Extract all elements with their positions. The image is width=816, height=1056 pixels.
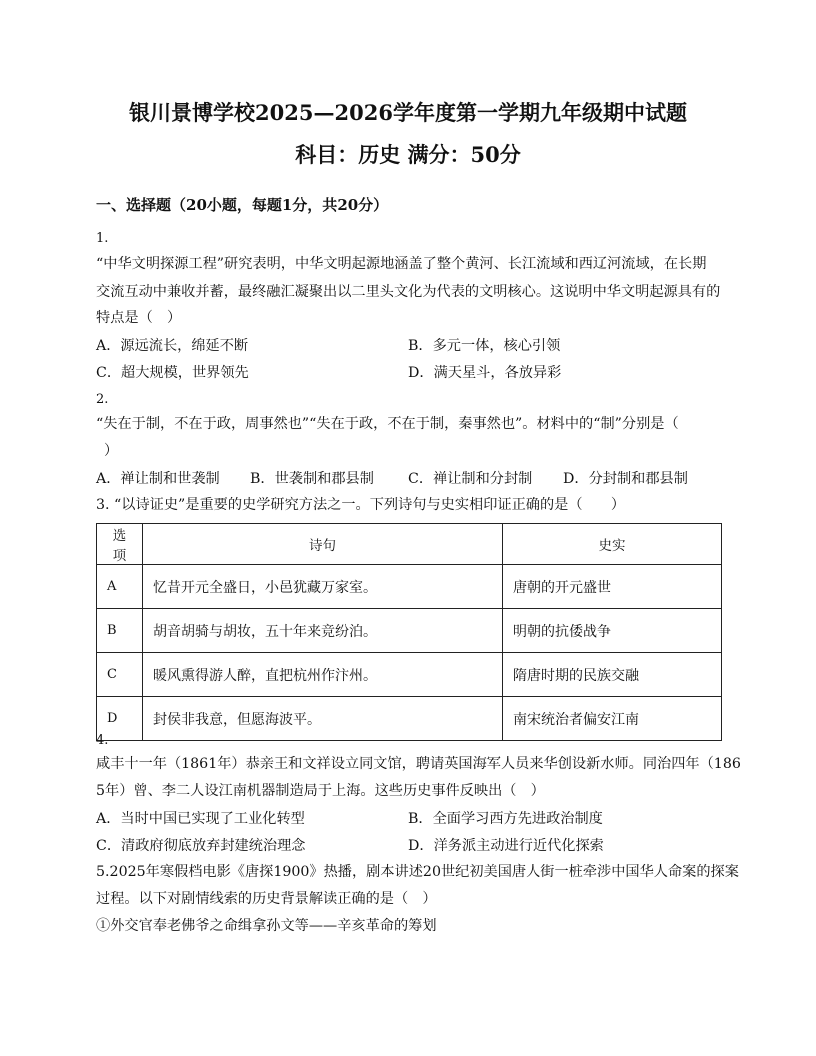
question-4-stem-line: 咸丰十一年（1861年）恭亲王和文祥设立同文馆，聘请英国海军人员来华创设新水师。同治四年（186 bbox=[96, 756, 741, 772]
table-cell-option: D bbox=[97, 697, 143, 741]
question-4-option-d: D．洋务派主动进行近代化探索 bbox=[408, 838, 604, 854]
table-cell-poem: 胡音胡骑与胡妆，五十年来竞纷泊。 bbox=[143, 609, 503, 653]
question-4-option-b: B．全面学习西方先进政治制度 bbox=[408, 811, 603, 827]
question-4-option-c: C．清政府彻底放弃封建统治理念 bbox=[96, 838, 306, 854]
question-2-stem-line: “失在于制，不在于政，周事然也”“失在于政，不在于制，秦事然也”。材料中的“制”分别是（ bbox=[96, 416, 679, 432]
table-header-cell: 选项 bbox=[97, 524, 143, 565]
table-cell-fact: 南宋统治者偏安江南 bbox=[503, 697, 722, 741]
question-2-option-b: B．世袭制和郡县制 bbox=[250, 471, 374, 487]
question-3-stem: 3. “以诗证史”是重要的史学研究方法之一。下列诗句与史实相印证正确的是（ ） bbox=[96, 497, 626, 513]
question-1-option-d: D．满天星斗，各放异彩 bbox=[408, 365, 562, 381]
table-header-cell: 诗句 bbox=[143, 524, 503, 565]
table-header-cell: 史实 bbox=[503, 524, 722, 565]
table-cell-fact: 明朝的抗倭战争 bbox=[503, 609, 722, 653]
exam-subtitle: 科目：历史 满分：50分 bbox=[295, 142, 521, 167]
question-4-number: 4. bbox=[96, 733, 109, 748]
question-2-option-c: C．禅让制和分封制 bbox=[408, 471, 533, 487]
question-2-option-a: A．禅让制和世袭制 bbox=[96, 471, 220, 487]
table-cell-option: A bbox=[97, 565, 143, 609]
table-row bbox=[97, 565, 722, 609]
question-4-stem-line: 5年）曾、李二人设江南机器制造局于上海。这些历史事件反映出（ ） bbox=[96, 783, 545, 799]
question-1-stem-line: “中华文明探源工程”研究表明，中华文明起源地涵盖了整个黄河、长江流域和西辽河流域，在长期 bbox=[96, 256, 707, 272]
table-cell-poem: 暖风熏得游人醉，直把杭州作汴州。 bbox=[143, 653, 503, 697]
question-5-stem-line: 过程。以下对剧情线索的历史背景解读正确的是（ ） bbox=[96, 891, 437, 907]
table-cell-option: C bbox=[97, 653, 143, 697]
question-1-option-c: C．超大规模，世界领先 bbox=[96, 365, 249, 381]
question-2-stem-line: ） bbox=[104, 443, 119, 459]
table-row bbox=[97, 697, 722, 741]
question-1-stem-line: 特点是（ ） bbox=[96, 310, 182, 326]
poem-fact-table bbox=[96, 523, 722, 741]
question-4-option-a: A．当时中国已实现了工业化转型 bbox=[96, 811, 305, 827]
table-row bbox=[97, 653, 722, 697]
question-2-number: 2. bbox=[96, 392, 109, 407]
table-cell-fact: 隋唐时期的民族交融 bbox=[503, 653, 722, 697]
section-heading: 一、选择题（20小题，每题1分，共20分） bbox=[96, 196, 389, 214]
question-1-option-a: A．源远流长，绵延不断 bbox=[96, 338, 249, 354]
table-cell-poem: 封侯非我意，但愿海波平。 bbox=[143, 697, 503, 741]
question-5-stem-line: 5.2025年寒假档电影《唐探1900》热播，剧本讲述20世纪初美国唐人街一桩牵涉中国华人命案的探案 bbox=[96, 864, 739, 880]
question-1-option-b: B．多元一体，核心引领 bbox=[408, 338, 561, 354]
question-5-statement: ①外交官奉老佛爷之命缉拿孙文等——辛亥革命的筹划 bbox=[96, 918, 437, 934]
table-cell-poem: 忆昔开元全盛日，小邑犹藏万家室。 bbox=[143, 565, 503, 609]
exam-title: 银川景博学校2025—2026学年度第一学期九年级期中试题 bbox=[129, 100, 687, 125]
question-1-number: 1. bbox=[96, 231, 109, 246]
question-1-stem-line: 交流互动中兼收并蓄，最终融汇凝聚出以二里头文化为代表的文明核心。这说明中华文明起源具有的 bbox=[96, 284, 721, 300]
table-row bbox=[97, 609, 722, 653]
table-cell-fact: 唐朝的开元盛世 bbox=[503, 565, 722, 609]
table-header-row bbox=[97, 524, 722, 565]
table-cell-option: B bbox=[97, 609, 143, 653]
question-2-option-d: D．分封制和郡县制 bbox=[563, 471, 688, 487]
